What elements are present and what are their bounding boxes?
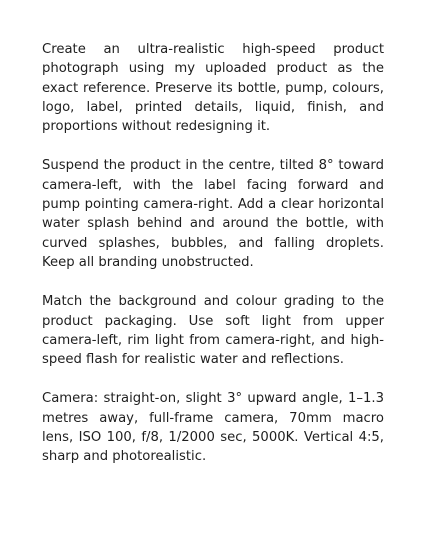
paragraph-lighting: Match the background and colour grading to the product packaging. Use soft light from upper camera-left, rim light from camera-right, and high-speed flash for realistic water and reflections.: [42, 294, 384, 368]
paragraph-camera-settings: Camera: straight-on, slight 3° upward angle, 1–1.3 metres away, full-frame camera, 70mm macro lens, ISO 100, f/8, 1/2000 sec, 5000K. Vertical 4:5, sharp and photorealistic.: [42, 391, 384, 465]
paragraph-composition: Suspend the product in the centre, tilted 8° toward camera-left, with the label facing forward and pump pointing camera-right. Add a clear horizontal water splash behind and around the bottle, with curved splashes, bubbles, and falling droplets. Keep all branding unobstructed.: [42, 158, 384, 270]
document-body: [42, 40, 384, 487]
paragraph-product-reference: Create an ultra-realistic high-speed product photograph using my uploaded product as the exact reference. Preserve its bottle, pump, colours, logo, label, printed details, liquid, finish, and proportions without redesigning it.: [42, 42, 384, 135]
